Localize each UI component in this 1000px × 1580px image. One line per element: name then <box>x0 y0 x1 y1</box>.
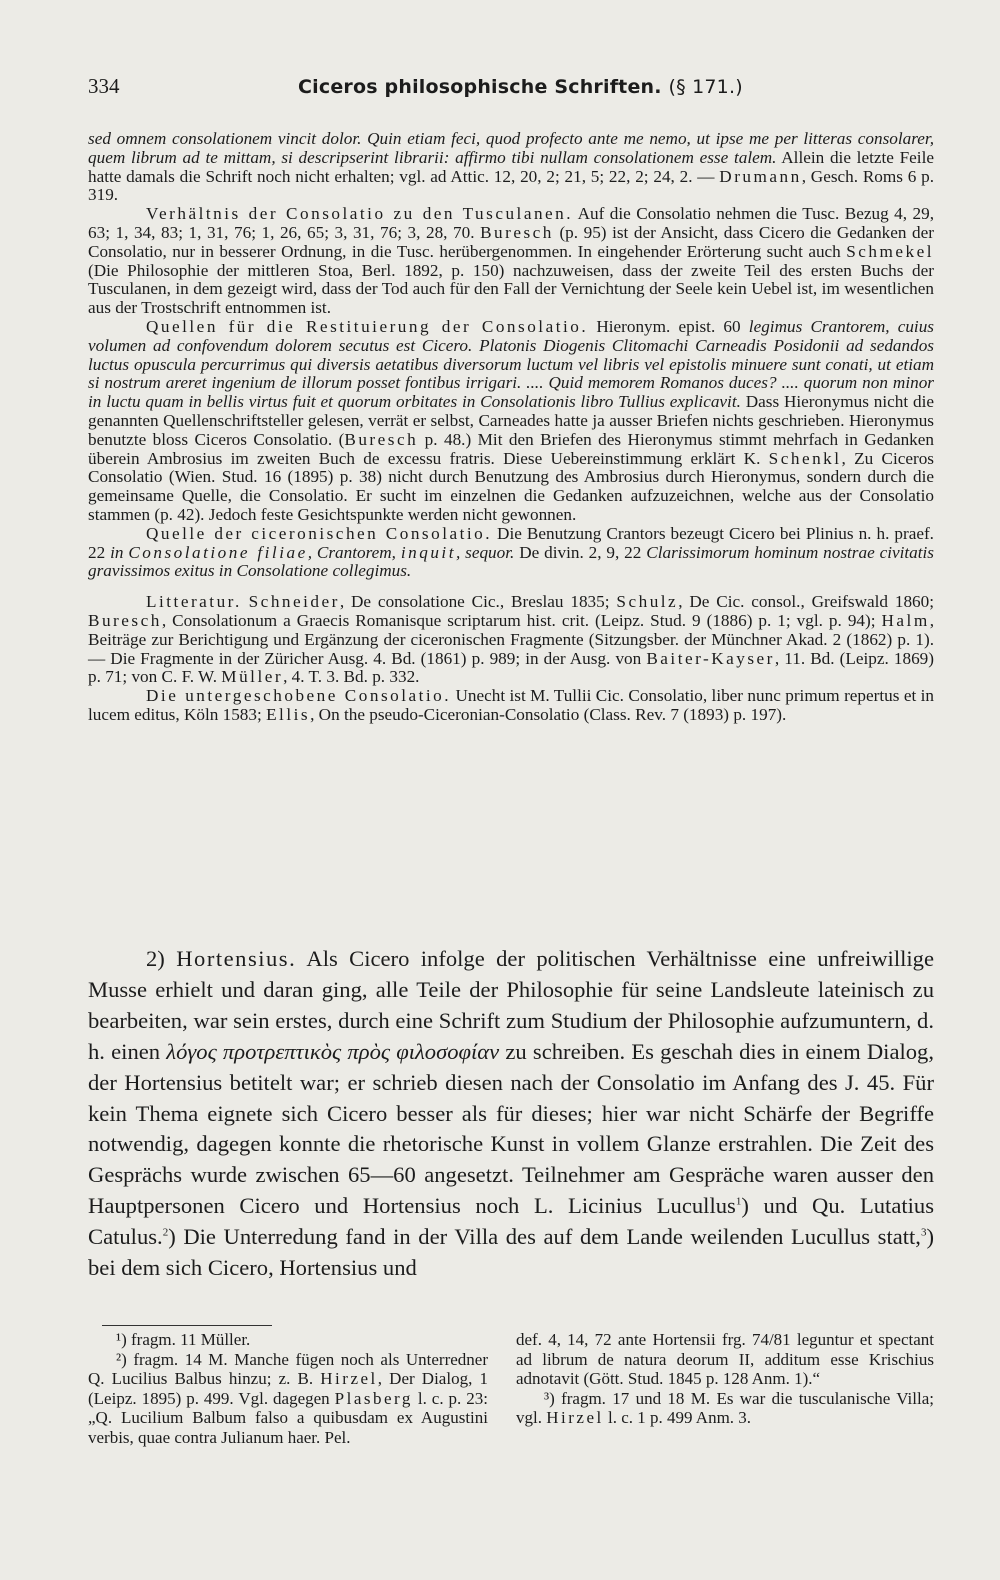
paragraph-untergeschoben: Die untergeschobene Consolatio. Unecht ist M. Tullii Cic. Consolatio, liber nunc primum repertus et in lucem editus, Köln 1583; Ellis, On the pseudo-Ciceronian-Consolatio (Class. Rev. 7 (1893) p. 197). <box>88 686 934 724</box>
running-header <box>88 74 934 104</box>
main-body <box>88 944 934 1284</box>
footnotes-right-column <box>516 1330 934 1428</box>
paragraph-tusculanen: Verhältnis der Consolatio zu den Tusculanen. Auf die Consolatio nehmen die Tusc. Bezug 4, 29, 63; 1, 34, 83; 1, 31, 76; 1, 26, 65; 3, 31, 76; 3, 28, 70. Buresch (p. 95) ist der Ansicht, dass Cicero die Gedanken der Consolatio, nur in besserer Ordnung, in die Tusc. herübergenommen. In eingehender Erörterung sucht auch Schmekel (Die Philosophie der mittleren Stoa, Berl. 1892, p. 150) nachzuweisen, dass der zweite Teil des ersten Buchs der Tusculanen, in dem gezeigt wird, dass der Tod auch für den Fall der Vernichtung der Seele kein Uebel ist, im wesentlichen aus der Trostschrift entnommen ist. <box>88 204 934 318</box>
paragraph-quellen: Quellen für die Restituierung der Consolatio. Hieronym. epist. 60 legimus Crantorem, cuius volumen ad confovendum dolorem secutus est Cicero. Platonis Diogenis Clitomachi Carneadis Posidonii ad sedandos luctus opuscula percurrimus qui diversis aetatibus diversorum luctum vel libris vel epistolis minuere sunt conati, ut etiam si nostrum areret ingenium de illorum posset fontibus irrigari. .... Quid memorem Romanos duces? .... quorum non minor in luctu quam in bellis virtus fuit et quorum orbitates in Consolationis libro Tullius explicavit. Dass Hieronymus nicht die genannten Quellenschriftsteller gelesen, verrät er selbst, Carneades hatte ja ausser Briefen nichts geschrieben. Hieronymus benutzte bloss Ciceros Consolatio. (Buresch p. 48.) Mit den Briefen des Hieronymus stimmt mehrfach in Gedanken überein Ambrosius im zweiten Buch de excessu fratris. Diese Uebereinstimmung erklärt K. Schenkl, Zu Ciceros Consolatio (Wien. Stud. 16 (1895) p. 38) nicht durch Benutzung des Ambrosius durch Hieronymus, sondern durch die gemeinsame Quelle, die Consolatio. Er sucht im einzelnen die Gedanken aufzuzeichnen, welche aus der Consolatio stammen (p. 42). Jedoch feste Gesichtspunkte werden nicht gewonnen. <box>88 316 934 524</box>
footnote-rule <box>102 1325 272 1326</box>
section-number-hortensius: 2) <box>146 946 177 971</box>
page-number: 334 <box>88 74 120 98</box>
paragraph-quelle-ciceronisch: Quelle der ciceronischen Consolatio. Die Benutzung Crantors bezeugt Cicero bei Plinius n. h. praef. 22 in Consolatione filiae, Crantorem, inquit, sequor. De divin. 2, 9, 22 Clarissimorum hominum nostrae civitatis gravissimos exitus in Consolatione collegimus. <box>88 523 934 581</box>
paragraph-consolatio-quote: sed omnem consolationem vincit dolor. Quin etiam feci, quod profecto ante me nemo, ut ipse me per litteras consolarer, quem librum ad te mittam, si descripserint librarii: affirmo tibi nullam consolationem esse talem. Allein die letzte Feile hatte damals die Schrift noch nicht erhalten; vgl. ad Attic. 12, 20, 2; 21, 5; 22, 2; 24, 2. — Drumann, Gesch. Roms 6 p. 319. <box>88 129 934 205</box>
footnote-1: ¹) fragm. 11 Müller. <box>116 1330 251 1349</box>
footnote-2: ²) fragm. 14 M. Manche fügen noch als Unterredner Q. Lucilius Balbus hinzu; z. B. Hirzel, Der Dialog, 1 (Leipz. 1895) p. 499. Vgl. dagegen Plasberg l. c. p. 23: „Q. Lucilium Balbum falso a quibusdam ex Augustini verbis, quae contra Julianum haer. Pel. <box>88 1349 488 1447</box>
footnotes-left-column <box>88 1330 488 1448</box>
footnote-3: ³) fragm. 17 und 18 M. Es war die tusculanische Villa; vgl. Hirzel l. c. 1 p. 499 Anm. 3. <box>516 1388 934 1428</box>
greek-phrase: λόγος προτρεπτικὸς πρὸς φιλοσοφίαν <box>166 1038 500 1064</box>
heading-hortensius: Hortensius. <box>176 946 297 971</box>
running-title-text: Ciceros philosophische Schriften. <box>298 76 662 98</box>
paragraph-litteratur: Litteratur. Schneider, De consolatione Cic., Breslau 1835; Schulz, De Cic. consol., Greifswald 1860; Buresch, Consolationum a Graecis Romanisque scriptarum hist. crit. (Leipz. Stud. 9 (1886) p. 1; vgl. p. 94); Halm, Beiträge zur Berichtigung und Ergänzung der ciceronischen Fragmente (Sitzungsber. der Münchner Akad. 2 (1862) p. 1). — Die Fragmente in der Züricher Ausg. 4. Bd. (1861) p. 989; in der Ausg. von Baiter-Kayser, 11. Bd. (Leipz. 1869) p. 71; von C. F. W. Müller, 4. T. 3. Bd. p. 332. <box>88 592 935 687</box>
paragraph-hortensius: 2) Hortensius. Als Cicero infolge der politischen Verhältnisse eine unfreiwillige Musse erhielt und daran ging, alle Teile der Philosophie für seine Landsleute lateinisch zu bearbeiten, war sein erstes, durch eine Schrift zum Studium der Philosophie aufzumuntern, d. h. einen λόγος προτρεπτικὸς πρὸς φιλοσοφίαν zu schreiben. Es geschah dies in einem Dialog, der Hortensius betitelt war; er schrieb diesen nach der Consolatio im Anfang des J. 45. Für kein Thema eignete sich Cicero besser als für dieses; hier war nicht Schärfe der Begriffe notwendig, dagegen konnte die rhetorische Kunst in vollem Glanze erstrahlen. Die Zeit des Gesprächs wurde zwischen 65—60 angesetzt. Teilnehmer am Gespräche waren ausser den Hauptpersonen Cicero und Hortensius noch L. Licinius Lucullus$^1$) und Qu. Lutatius Catulus.$^2$) Die Unterredung fand in der Villa des auf dem Lande weilenden Lucullus statt,$^3$) bei dem sich Cicero, Hortensius und <box>88 946 935 1281</box>
footnote-ref-3: 3 <box>920 1226 927 1239</box>
running-title <box>298 76 743 98</box>
small-print-body <box>88 130 934 725</box>
footnote-2-continued: def. 4, 14, 72 ante Hortensii frg. 74/81 leguntur et spectant ad librum de natura deorum II, additum esse Krischius adnotavit (Gött. Stud. 1845 p. 128 Anm. 1).“ <box>516 1330 934 1389</box>
footnote-ref-1: 1 <box>735 1195 742 1208</box>
footnote-ref-2: 2 <box>162 1226 169 1239</box>
section-number: (§ 171.) <box>668 76 743 98</box>
